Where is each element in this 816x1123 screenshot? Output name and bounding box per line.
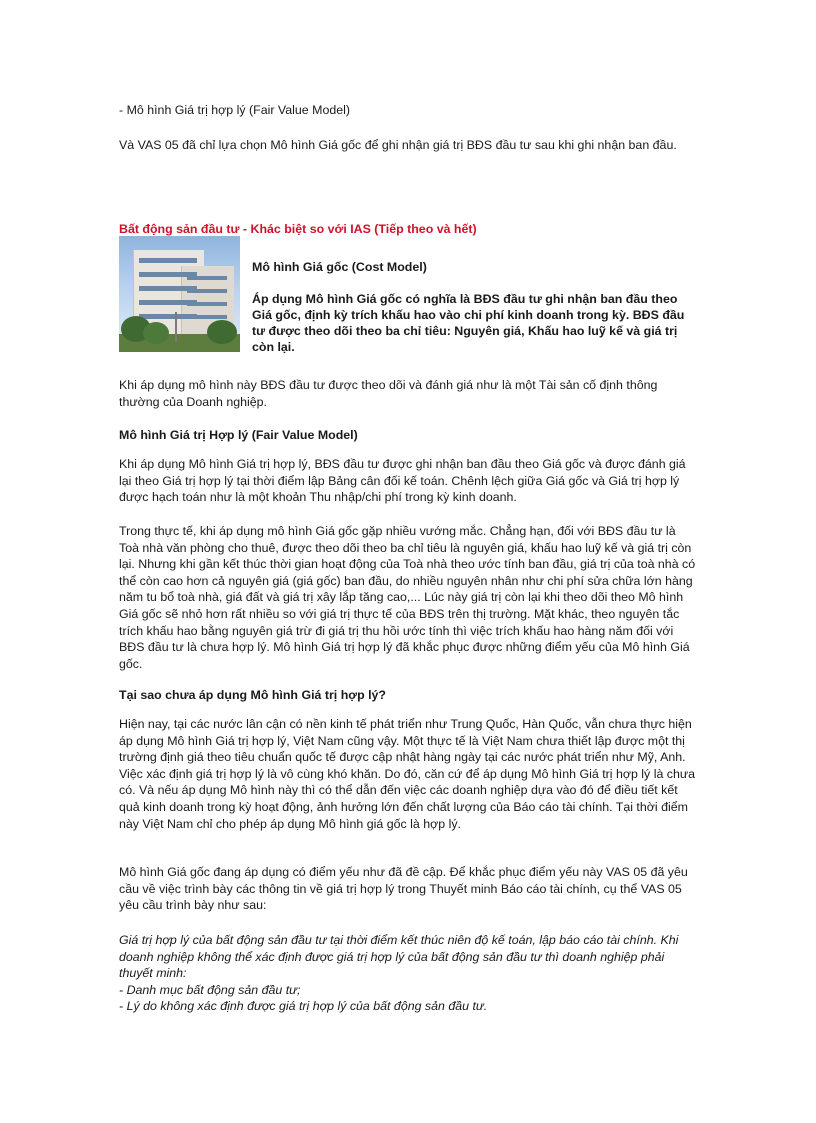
quote-line-reason: - Lý do không xác định được giá trị hợp lý của bất động sản đầu tư. bbox=[119, 999, 488, 1013]
paragraph-neighbour-countries: Hiện nay, tại các nước lân cận có nền kinh tế phát triển như Trung Quốc, Hàn Quốc, vẫn chưa thực hiện áp dụng Mô hình Giá trị hợp lý, Việt Nam cũng vậy. Một thực tế là Việt Nam chưa thiết lập được một thị trường định giá theo tiêu chuẩn quốc tế được cập nhật hàng ngày tại các nước phát triển như Mỹ, Anh. Việc xác định giá trị hợp lý là vô cùng khó khăn. Do đó, căn cứ để áp dụng Mô hình Giá trị hợp lý là chưa có. Và nếu áp dụng Mô hình này thì có thể dẫn đến việc các doanh nghiệp dựa vào đó để điều tiết kết quả kinh doanh trong kỳ hoạt động, ảnh hưởng lớn đến chất lượng của Báo cáo tài chính. Tại thời điểm này Việt Nam chỉ cho phép áp dụng Mô hình giá gốc là hợp lý. bbox=[119, 717, 696, 831]
paragraph-vas05-choice: Và VAS 05 đã chỉ lựa chọn Mô hình Giá gốc để ghi nhận giá trị BĐS đầu tư sau khi ghi nhận ban đầu. bbox=[119, 138, 677, 152]
disclosure-quote bbox=[119, 932, 697, 1015]
quote-line-list: - Danh mục bất động sản đầu tư; bbox=[119, 982, 301, 997]
article-title: Bất động sản đầu tư - Khác biệt so với IAS (Tiếp theo và hết) bbox=[119, 222, 477, 236]
cost-model-description: Áp dụng Mô hình Giá gốc có nghĩa là BĐS đầu tư ghi nhận ban đầu theo Giá gốc, định kỳ trích khấu hao vào chi phí kinh doanh trong kỳ. BĐS đầu tư được theo dõi theo ba chỉ tiêu: Nguyên giá, Khấu hao luỹ kế và giá trị còn lại. bbox=[252, 292, 685, 354]
paragraph-vas05-disclosure: Mô hình Giá gốc đang áp dụng có điểm yếu như đã đề cập. Để khắc phục điểm yếu này VAS 05 đã yêu cầu về việc trình bày các thông tin về giá trị hợp lý trong Thuyết minh Báo cáo tài chính, cụ thể VAS 05 yêu cầu trình bày như sau: bbox=[119, 865, 688, 912]
why-heading: Tại sao chưa áp dụng Mô hình Giá trị hợp lý? bbox=[119, 688, 386, 702]
paragraph-fair-value-definition: Khi áp dụng Mô hình Giá trị hợp lý, BĐS đầu tư được ghi nhận ban đầu theo Giá gốc và được đánh giá lại theo Giá trị hợp lý tại thời điểm lập Bảng cân đối kế toán. Chênh lệch giữa Giá gốc và Giá trị hợp lý được hạch toán như là một khoản Thu nhập/chi phí trong kỳ kinh doanh. bbox=[119, 457, 686, 504]
quote-line-fair-value: Giá trị hợp lý của bất động sản đầu tư tại thời điểm kết thúc niên độ kế toán, lập báo cáo tài chính. Khi doanh nghiệp không thể xác định được giá trị hợp lý của bất động sản đầu tư thì doanh nghiệp phải thuyết minh: bbox=[119, 933, 679, 980]
paragraph-practical-issues: Trong thực tế, khi áp dụng mô hình Giá gốc gặp nhiều vướng mắc. Chẳng hạn, đối với BĐS đầu tư là Toà nhà văn phòng cho thuê, được theo dõi theo ba chỉ tiêu là nguyên giá, khấu hao luỹ kế và giá trị còn lại. Nhưng khi gần kết thúc thời gian hoạt động của Toà nhà theo ước tính ban đầu, giá trị của toà nhà có thể còn cao hơn cả nguyên giá (giá gốc) ban đầu, do nhiều nguyên nhân như chi phí sửa chữa lớn hàng năm tu bổ toà nhà, giá đất và giá trị xây lắp tăng cao,... Lúc này giá trị còn lại khi theo dõi theo Mô hình Giá gốc sẽ nhỏ hơn rất nhiều so với giá trị thực tế của BĐS trên thị trường. Mặt khác, theo nguyên tắc trích khấu hao bằng nguyên giá trừ đi giá trị thu hồi ước tính thì việc trích khấu hao hàng năm đối với BĐS đầu tư là chưa hợp lý. Mô hình Giá trị hợp lý đã khắc phục được những điểm yếu của Mô hình Giá gốc. bbox=[119, 524, 696, 671]
apartment-building-photo bbox=[119, 236, 240, 352]
fair-value-heading: Mô hình Giá trị Hợp lý (Fair Value Model) bbox=[119, 428, 358, 442]
bullet-fair-value-model: - Mô hình Giá trị hợp lý (Fair Value Model) bbox=[119, 103, 351, 117]
cost-model-heading: Mô hình Giá gốc (Cost Model) bbox=[252, 260, 427, 274]
paragraph-cost-model-tracking: Khi áp dụng mô hình này BĐS đầu tư được theo dõi và đánh giá như là một Tài sản cố định thông thường của Doanh nghiệp. bbox=[119, 378, 658, 409]
